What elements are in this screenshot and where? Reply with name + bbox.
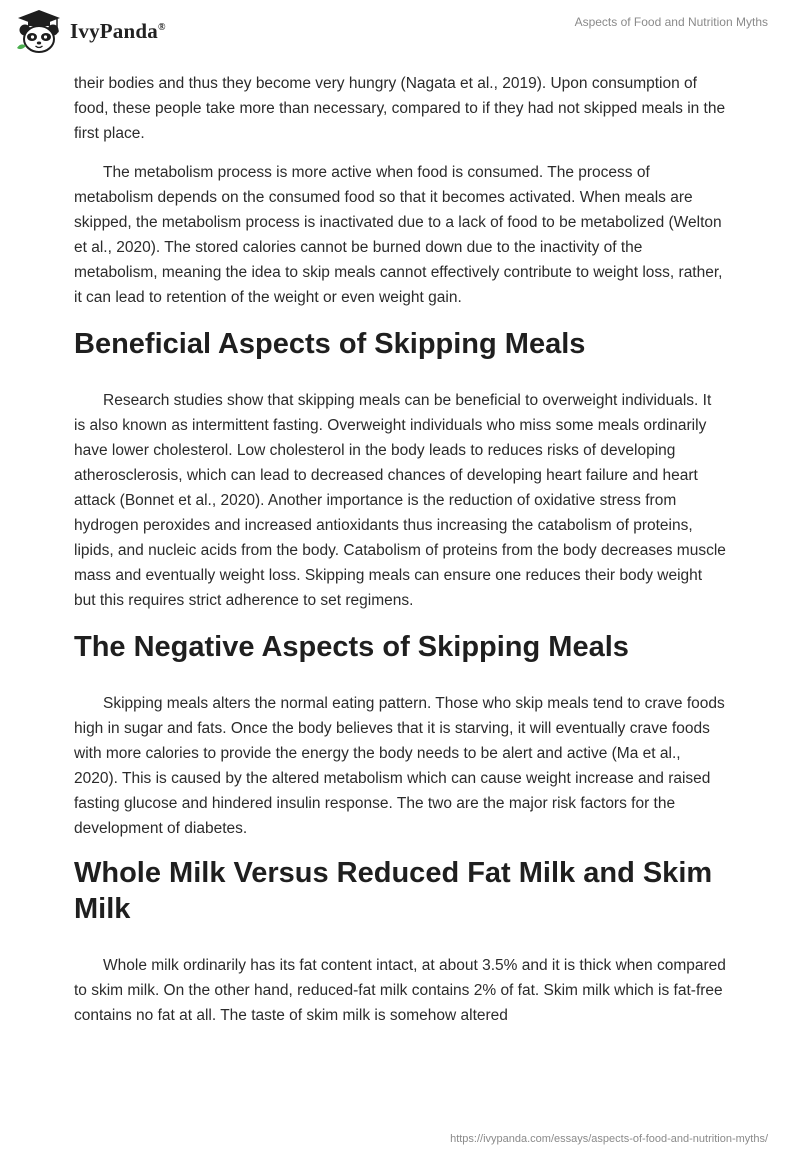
paragraph: Whole milk ordinarily has its fat content intact, at about 3.5% and it is thick when compared to skim milk. On the other hand, reduced-fat milk contains 2% of fat. Skim milk which is fat-free contains no fat at all. The taste of skim milk is somehow altered xyxy=(74,957,726,1024)
panda-graduate-icon xyxy=(14,8,64,54)
paragraph: Research studies show that skipping meals can be beneficial to overweight individuals. It is also known as intermittent fasting. Overweight individuals who miss some meals ordinarily have lower cholesterol. Low cholesterol in the body leads to reduces risks of developing atherosclerosis, which can lead to decreased chances of developing heart failure and heart attack (Bonnet et al., 2020). Another importance is the reduction of oxidative stress from hydrogen peroxides and increased antioxidants thus increasing the catabolism of proteins, lipids, and nucleic acids from the body. Catabolism of proteins from the body decreases muscle mass and eventually weight loss. Skipping meals can ensure one reduces their body weight but this requires strict adherence to set regimens. xyxy=(74,392,726,609)
source-url-link[interactable]: https://ivypanda.com/essays/aspects-of-food-and-nutrition-myths/ xyxy=(450,1133,768,1145)
document-title: Aspects of Food and Nutrition Myths xyxy=(574,15,768,29)
paragraph: Skipping meals alters the normal eating pattern. Those who skip meals tend to crave foods high in sugar and fats. Once the body believes that it is starving, it will eventually crave foods with more calories to provide the energy the body needs to be alert and active (Ma et al., 2020). This is caused by the altered metabolism which can cause weight increase and raised fasting glucose and hindered insulin response. The two are the major risk factors for the development of diabetes. xyxy=(74,695,725,837)
section-heading-beneficial: Beneficial Aspects of Skipping Meals xyxy=(74,328,586,360)
paragraph: their bodies and thus they become very hungry (Nagata et al., 2019). Upon consumption of food, these people take more than necessary, compared to if they had not skipped meals in the first place. xyxy=(74,75,726,142)
section-heading-negative: The Negative Aspects of Skipping Meals xyxy=(74,631,629,663)
paragraph: The metabolism process is more active when food is consumed. The process of metabolism depends on the consumed food so that it becomes activated. When meals are skipped, the metabolism process is inactivated due to a lack of food to be metabolized (Welton et al., 2020). The stored calories cannot be burned down due to the inactivity of the metabolism, meaning the idea to skip meals cannot effectively contribute to weight loss, rather, it can lead to retention of the weight or even weight gain. xyxy=(74,164,723,306)
ivypanda-logo[interactable] xyxy=(14,8,166,54)
section-heading-milk: Whole Milk Versus Reduced Fat Milk and Skim Milk xyxy=(74,857,713,925)
essay-body xyxy=(74,71,726,1028)
logo-wordmark: IvyPanda® xyxy=(70,18,166,43)
page-header xyxy=(0,0,800,64)
